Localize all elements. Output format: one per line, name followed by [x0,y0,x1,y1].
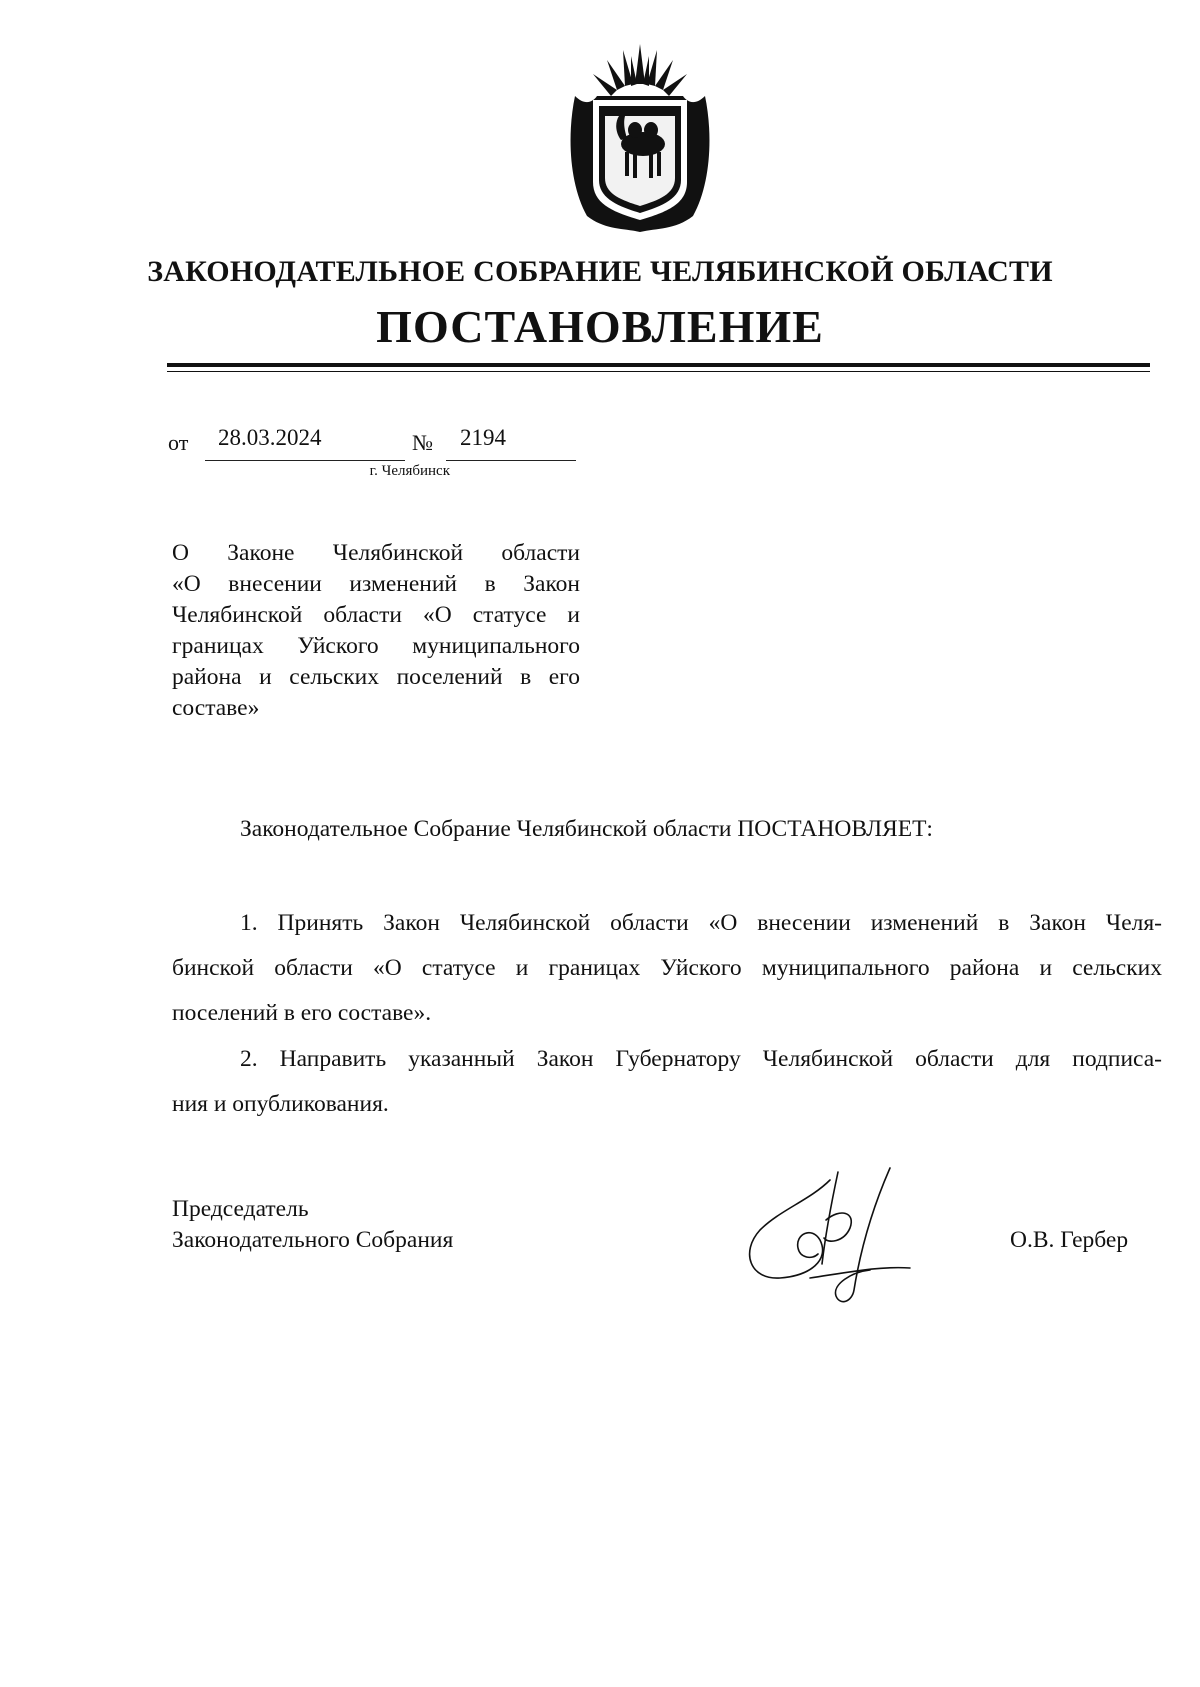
item2-line: ния и опубликования. [172,1091,389,1117]
item1-line: 1. Принять Закон Челябинской области «О внесении изменений в Закон Челя- [240,910,1162,936]
document-type: ПОСТАНОВЛЕНИЕ [376,301,824,352]
signer-position-line1: Председатель [172,1196,309,1222]
date-underline [205,460,405,461]
header-divider-thick [167,363,1150,367]
city: г. Челябинск [369,463,450,479]
date-prefix: от [168,430,189,455]
subject-line: О Законе Челябинской области [172,540,580,566]
item1-line: поселений в его составе». [172,1000,432,1026]
signer-name: О.В. Гербер [1010,1227,1129,1253]
handwritten-signature [740,1160,950,1310]
subject-line: района и сельских поселений в его [172,664,580,690]
subject-line: составе» [172,695,260,721]
preamble: Законодательное Собрание Челябинской области ПОСТАНОВЛЯЕТ: [240,816,933,842]
item1-line: бинской области «О статусе и границах Уйского муниципального района и сельских [172,955,1162,981]
subject-line: Челябинской области «О статусе и [172,602,580,628]
organization-title: ЗАКОНОДАТЕЛЬНОЕ СОБРАНИЕ ЧЕЛЯБИНСКОЙ ОБЛАСТИ [147,255,1053,288]
number-underline [446,460,576,461]
signer-position-line2: Законодательного Собрания [172,1227,454,1253]
subject-line: «О внесении изменений в Закон [172,571,580,597]
document-subject [172,538,580,724]
header-divider-thin [167,371,1150,372]
subject-line: границах Уйского муниципального [172,633,580,659]
document-number: 2194 [460,425,506,450]
item2-line: 2. Направить указанный Закон Губернатору Челябинской области для подписа- [240,1046,1162,1072]
coat-of-arms-icon [565,44,715,234]
number-prefix: № [412,430,433,455]
document-date: 28.03.2024 [218,425,322,450]
